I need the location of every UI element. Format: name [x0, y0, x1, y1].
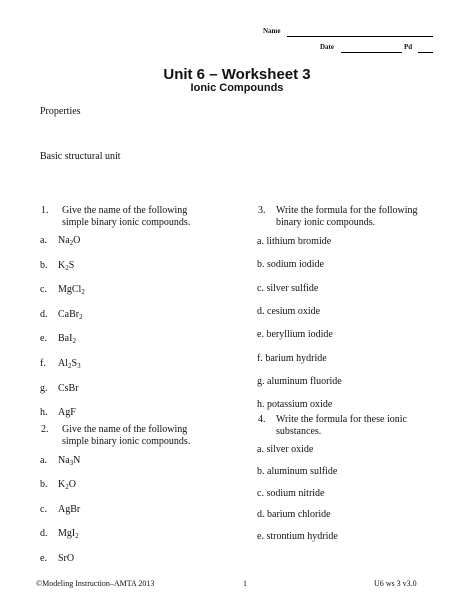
q3-item: h. potassium oxide	[257, 399, 333, 411]
q4-item: d. barium chloride	[257, 509, 331, 521]
q2-item-letter: a.	[40, 455, 47, 466]
q1-item	[40, 260, 74, 272]
pd-line	[418, 52, 433, 53]
q2-text-line1: Give the name of the following	[62, 424, 188, 435]
q2-item-letter: e.	[40, 552, 47, 564]
q1-item-letter: g.	[40, 382, 48, 394]
q1-item-formula: MgCl$_2$	[58, 284, 85, 297]
q2-item-formula: MgI$_2$	[58, 528, 79, 541]
q4-text-line2: substances.	[276, 426, 322, 437]
q1-item	[40, 333, 76, 345]
q1-item-letter: b.	[40, 259, 48, 271]
q3-item: a. lithium bromide	[257, 236, 332, 247]
q4-item: a. silver oxide	[257, 444, 314, 455]
basic-unit-label: Basic structural unit	[40, 151, 121, 162]
q1-item	[40, 284, 85, 296]
page-title: Unit 6 – Worksheet 3	[163, 66, 311, 83]
q2-item-formula: SrO	[58, 552, 75, 564]
q3-text-line1: Write the formula for the following	[276, 205, 418, 216]
q1-item	[40, 407, 76, 419]
q3-number: 3.	[258, 205, 266, 216]
q3-text-line2: binary ionic compounds.	[276, 217, 376, 228]
q3-item: b. sodium iodide	[257, 259, 324, 271]
q3-item: g. aluminum fluoride	[257, 375, 342, 387]
page-subtitle: Ionic Compounds	[190, 82, 284, 94]
date-label: Date	[320, 43, 334, 51]
q2-text-line2: simple binary ionic compounds.	[62, 436, 191, 447]
q1-item-formula: AgF	[58, 407, 76, 419]
q1-item-letter: f.	[40, 358, 46, 369]
q1-item	[40, 235, 80, 247]
q2-item-letter: b.	[40, 479, 48, 491]
q2-item	[40, 504, 80, 516]
q4-item: b. aluminum sulfide	[257, 465, 338, 477]
q4-number: 4.	[258, 414, 266, 425]
q2-item-letter: c.	[40, 503, 47, 515]
q2-item	[40, 479, 76, 491]
q2-item	[40, 553, 74, 565]
q4-item: e. strontium hydride	[257, 531, 338, 543]
q1-item	[40, 358, 81, 370]
q4-text-line1: Write the formula for these ionic	[276, 414, 407, 425]
q2-item-formula: $Na_3N$	[58, 455, 81, 467]
q3-item: f. barium hydride	[257, 352, 327, 364]
q2-item-formula: AgBr	[58, 503, 81, 515]
q3-item: c. silver sulfide	[257, 282, 319, 294]
q1-item-formula: $Na_2O$	[58, 235, 81, 247]
q1-item-formula: $K_2S$	[58, 259, 75, 272]
q4-item: c. sodium nitride	[257, 487, 325, 499]
pd-label: Pd	[404, 43, 413, 51]
properties-label: Properties	[40, 106, 81, 117]
q1-item-formula: $Al_2S_3$	[58, 358, 81, 370]
q1-item	[40, 383, 79, 395]
q2-item	[40, 528, 79, 540]
q1-item-letter: d.	[40, 308, 48, 320]
q1-item-letter: h.	[40, 407, 48, 419]
q1-item-letter: c.	[40, 284, 47, 296]
q1-item-letter: a.	[40, 235, 47, 246]
q1-item-letter: e.	[40, 333, 47, 345]
q3-item: e. beryllium iodide	[257, 329, 333, 341]
q2-item	[40, 455, 80, 467]
q3-item: d. cesium oxide	[257, 305, 321, 317]
q2-item-formula: $K_2O$	[58, 479, 76, 492]
q1-number: 1.	[41, 205, 49, 216]
footer-page-number: 1	[243, 579, 247, 588]
name-label: Name	[263, 27, 281, 35]
q1-text-line2: simple binary ionic compounds.	[62, 217, 191, 228]
q2-item-letter: d.	[40, 528, 48, 540]
q1-item-formula: CsBr	[58, 382, 79, 394]
date-line	[341, 52, 402, 53]
footer-copyright: ©Modeling Instruction–AMTA 2013	[36, 579, 155, 588]
footer-version: U6 ws 3 v3.0	[374, 579, 417, 588]
name-line	[287, 36, 433, 37]
q1-item	[40, 309, 83, 321]
q1-text-line1: Give the name of the following	[62, 205, 188, 216]
q1-item-formula: BaI$_2$	[58, 333, 76, 346]
q2-number: 2.	[41, 424, 49, 435]
q1-item-formula: CaBr$_2$	[58, 308, 83, 321]
